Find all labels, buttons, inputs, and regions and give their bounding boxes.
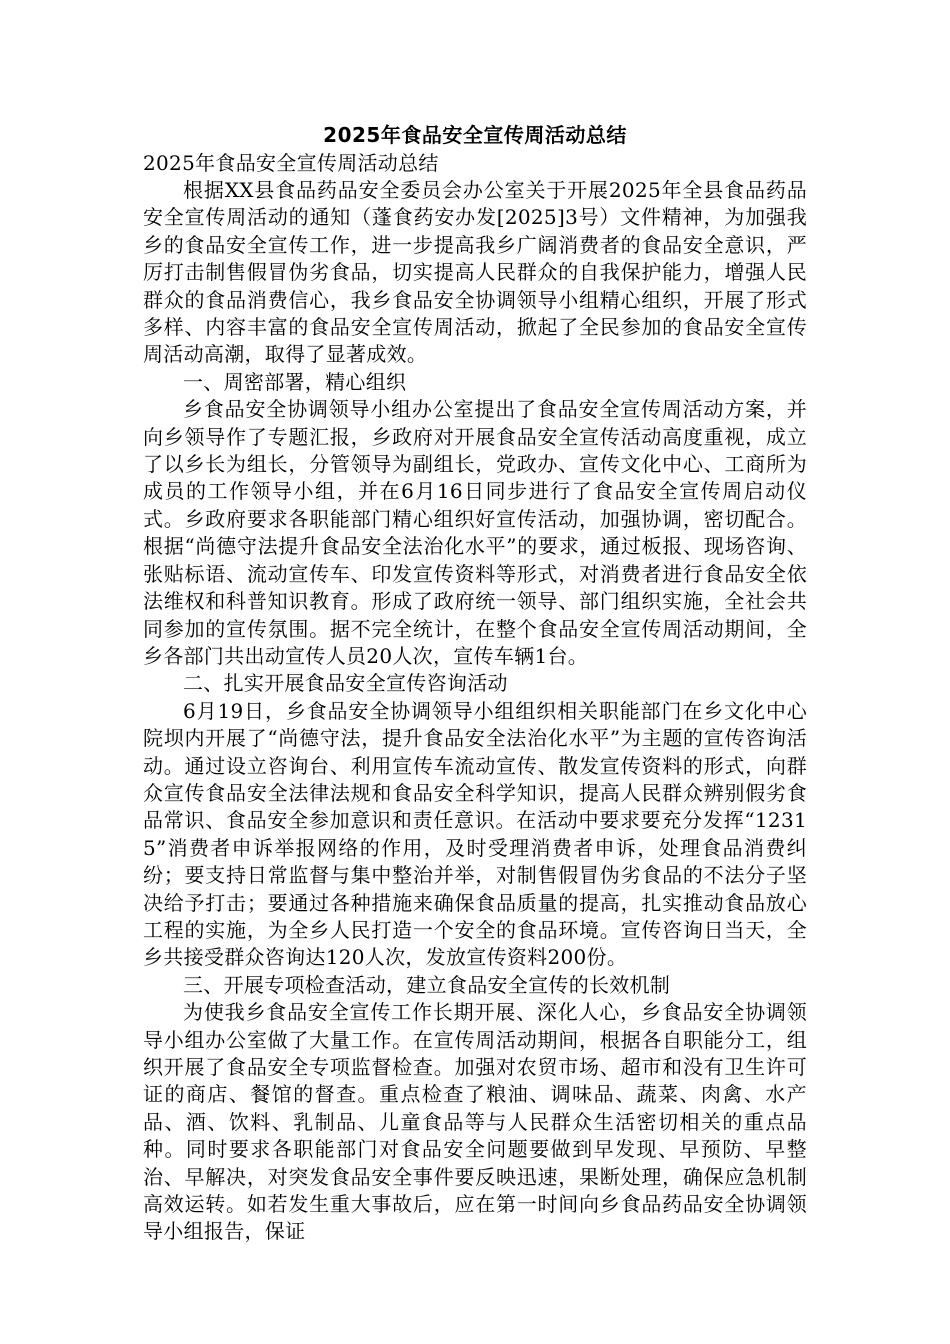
section-2-heading: 二、扎实开展食品安全宣传咨询活动 [183, 671, 508, 696]
document-page [143, 120, 807, 1340]
section-2-body: 6月19日，乡食品安全协调领导小组组织相关职能部门在乡文化中心院坝内开展了“尚德守法，提升食品安全法治化水平”为主题的宣传咨询活动。通过设立咨询台、利用宣传车流动宣传、散发宣传资料的形式，向群众宣传食品安全法律法规和食品安全科学知识，提高人民群众辨别假劣食品常识、食品安全参加意识和责任意识。在活动中要求要充分发挥“12315”消费者申诉举报网络的作用，及时受理消费者申诉，处理食品消费纠纷；要支持日常监督与集中整治并举，对制售假冒伪劣食品的不法分子坚决给予打击；要通过各种措施来确保食品质量的提高，扎实推动食品放心工程的实施，为全乡人民打造一个安全的食品环境。宣传咨询日当天，全乡共接受群众咨询达120人次，发放宣传资料200份。 [143, 698, 807, 970]
document-title: 2025年食品安全宣传周活动总结 [323, 123, 627, 147]
section-1-heading: 一、周密部署，精心组织 [183, 369, 407, 394]
section-3-heading: 三、开展专项检查活动，建立食品安全宣传的长效机制 [183, 972, 671, 997]
section-1-body: 乡食品安全协调领导小组办公室提出了食品安全宣传周活动方案，并向乡领导作了专题汇报，乡政府对开展食品安全宣传活动高度重视，成立了以乡长为组长，分管领导为副组长，党政办、宣传文化中心、工商所为成员的工作领导小组，并在6月16日同步进行了食品安全宣传周启动仪式。乡政府要求各职能部门精心组织好宣传活动，加强协调，密切配合。根据“尚德守法提升食品安全法治化水平”的要求，通过板报、现场咨询、张贴标语、流动宣传车、印发宣传资料等形式，对消费者进行食品安全依法维权和科普知识教育。形成了政府统一领导、部门组织实施，全社会共同参加的宣传氛围。据不完全统计，在整个食品安全宣传周活动期间，全乡各部门共出动宣传人员20人次，宣传车辆1台。 [143, 397, 807, 668]
document-subtitle: 2025年食品安全宣传周活动总结 [143, 151, 439, 175]
intro-paragraph: 根据XX县食品药品安全委员会办公室关于开展2025年全县食品药品安全宣传周活动的通知（蓬食药安办发[2025]3号）文件精神，为加强我乡的食品安全宣传工作，进一步提高我乡广阔消费者的食品安全意识，严厉打击制售假冒伪劣食品，切实提高人民群众的自我保护能力，增强人民群众的食品消费信心，我乡食品安全协调领导小组精心组织，开展了形式多样、内容丰富的食品安全宣传周活动，掀起了全民参加的食品安全宣传周活动高潮，取得了显著成效。 [143, 178, 807, 367]
section-3-body: 为使我乡食品安全宣传工作长期开展、深化人心，乡食品安全协调领导小组办公室做了大量工作。在宣传周活动期间，根据各自职能分工，组织开展了食品安全专项监督检查。加强对农贸市场、超市和没有卫生许可证的商店、餐馆的督查。重点检查了粮油、调味品、蔬菜、肉禽、水产品、酒、饮料、乳制品、儿童食品等与人民群众生活密切相关的重点品种。同时要求各职能部门对食品安全问题要做到早发现、早预防、早整治、早解决，对突发食品安全事件要反映迅速，果断处理，确保应急机制高效运转。如若发生重大事故后，应在第一时间向乡食品药品安全协调领导小组报告，保证 [143, 1000, 807, 1244]
